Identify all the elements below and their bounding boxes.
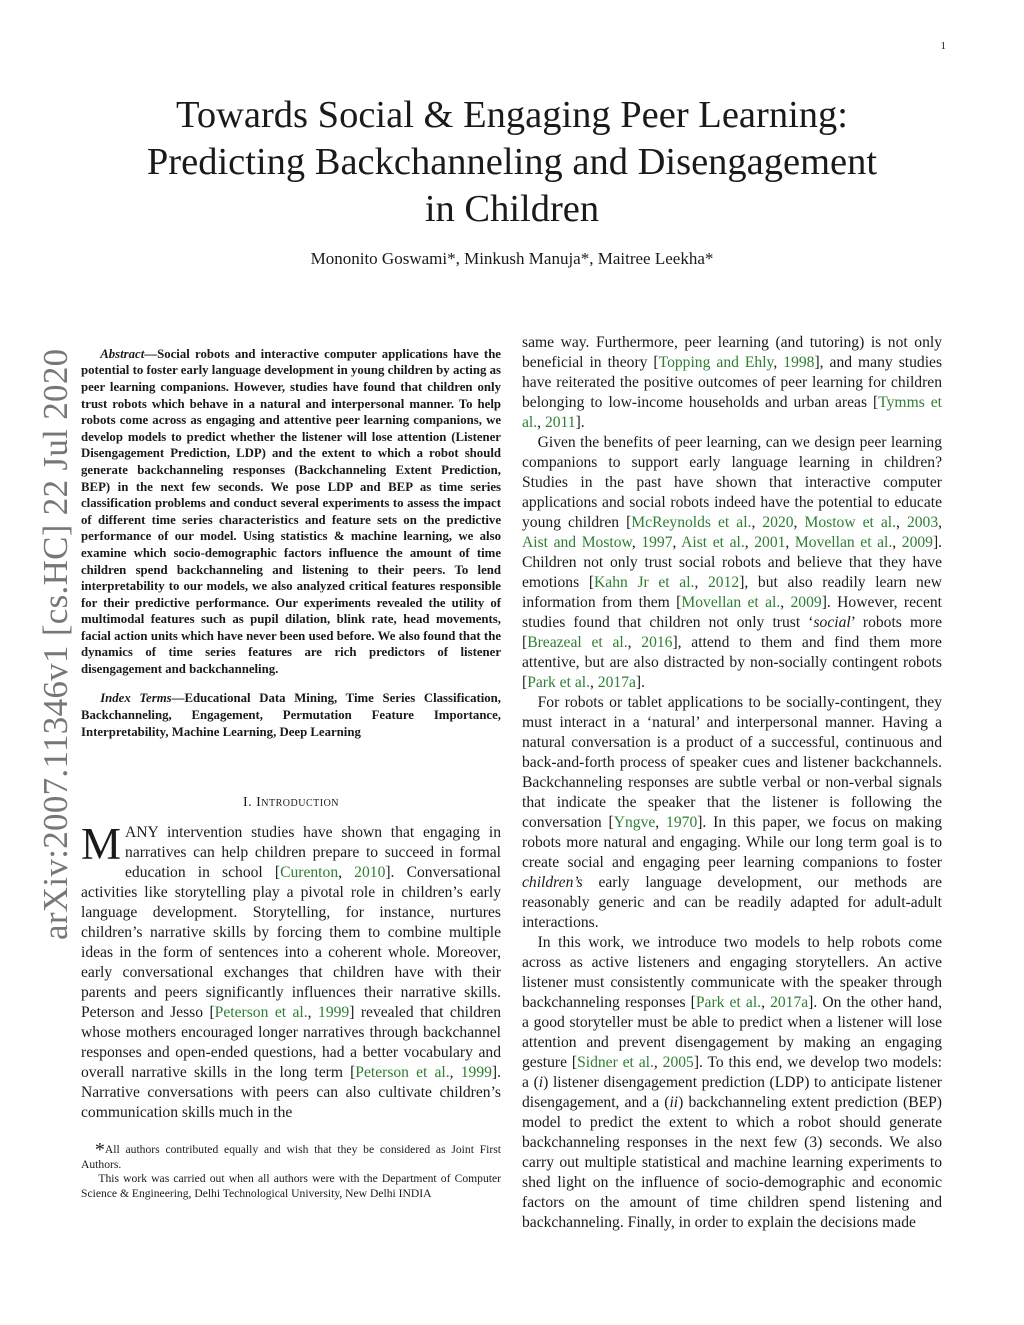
citation-link[interactable]: 2011	[544, 414, 576, 431]
footnotes	[81, 1139, 501, 1201]
citation-link[interactable]: 2001	[754, 534, 786, 551]
body-text: ], attend to them and find them more attentive, but are also distracted by non-socially contingent robots [	[522, 634, 942, 691]
body-text: ) backchanneling extent prediction (BEP) model to predict the extent to which a robot should generate backchanneling responses in the next few (3) seconds. We also carry out multiple statistical and machine learning experiments to shed light on the influence of socio-demographic and economic factors on the amount of time children spend listening and backchanneling. Finally, in order to explain the decisions made	[522, 1094, 942, 1231]
body-text: ,	[938, 514, 943, 531]
abstract-text: Social robots and interactive computer applications have the potential to foster early language development in young children by acting as peer learning companions. However, studies have found that children only trust robots which behave in a natural and interpersonal manner. To help robots come across as engaging and attentive peer learning companions, we develop models to predict whether the listener will lose attention (Listener Disengagement Prediction, LDP) and the extent to which a robot should generate backchanneling responses (Backchanneling Extent Prediction, BEP) in the next few seconds. We pose LDP and BEP as time series classification problems and conduct several experiments to assess the impact of different time series characteristics and feature sets on the predictive performance of our model. Using statistics & machine learning, we also examine which socio-demographic factors influence the amount of time children spend backchanneling and listening to their peers. To lend interpretability to our models, we also analyzed critical features responsible for their predictive performance. Our experiments revealed the utility of multimodal features such as pupil dilation, blink rate, head movements, facial action units which have never been used before. We also found that the dynamics of time series features are rich predictors of listener disengagement and backchanneling.	[81, 346, 501, 677]
body-text: ]. On the other hand, a good storyteller must be able to predict when a listener will lose attention and prevent disengagement by making an engaging gesture [	[522, 994, 943, 1071]
citation-link[interactable]: 2009	[901, 534, 933, 551]
citation-link[interactable]: Aist and Mostow	[522, 534, 632, 551]
body-text: ,	[773, 354, 784, 371]
footnote-mark: *	[94, 1139, 105, 1162]
body-text: ] revealed that children whose mothers encouraged longer narratives through backchannel responses and open-ended questions, had a better vocabulary and overall narrative skills in the long term [	[81, 1004, 502, 1082]
drop-cap: M	[81, 819, 122, 870]
body-text: ].	[575, 414, 585, 431]
paper-title-line-2: Predicting Backchanneling and Disengagement	[146, 141, 878, 183]
body-text: ,	[590, 674, 598, 691]
citation-link[interactable]: Peterson et al.	[355, 1064, 450, 1082]
body-text: ,	[338, 864, 355, 882]
citation-link[interactable]: 1997	[641, 534, 673, 551]
body-text: In this work, we introduce two models to help robots come across as active listeners and engaging storytellers. An active listener must consistently communicate with the speaker through backchanneling responses [	[522, 934, 942, 1011]
body-text: ,	[896, 514, 907, 531]
citation-link[interactable]: Sidner et al.	[577, 1054, 654, 1071]
index-terms-label: Index Terms	[100, 691, 172, 706]
section-title: Introduction	[256, 795, 340, 811]
body-text: ,	[793, 514, 805, 531]
emphasis-text: social	[813, 614, 851, 631]
emphasis-text: i	[538, 1074, 544, 1091]
body-text: For robots or tablet applications to be socially-contingent, they must interact in a ‘natural’ and interpersonal manner. Having a natural conversation is a product of a successful, continuous and back-and-forth process of speaker cues and listener backchannels. Backchanneling responses are subtle verbal or non-verbal signals that indicate the speaker that the listener is following the conversation [	[522, 694, 942, 831]
index-terms-dash: —	[171, 691, 185, 706]
emphasis-text: ii	[669, 1094, 679, 1111]
body-text: ]. To this end, we develop two models: a (	[522, 1054, 943, 1091]
intro-paragraph	[81, 819, 502, 1123]
body-text: ]. Narrative conversations with peers can also cultivate children’s communication skills much in the	[81, 1064, 501, 1122]
body-text: ,	[694, 574, 708, 591]
right-column	[522, 333, 942, 1233]
citation-link[interactable]: 1999	[460, 1064, 492, 1082]
citation-link[interactable]: Tymms et al.	[522, 394, 942, 431]
citation-link[interactable]: 1999	[318, 1004, 350, 1022]
citation-link[interactable]: Peterson et al.	[214, 1004, 308, 1022]
footnote-text-1: All authors contributed equally and wish that they be considered as Joint First Authors.	[81, 1143, 501, 1171]
body-text: ], and many studies have reiterated the positive outcomes of peer learning for children belonging to low-income households and urban areas [	[522, 354, 943, 411]
paper-title-line-1: Towards Social & Engaging Peer Learning:	[176, 94, 848, 136]
right-paragraph-4	[522, 933, 942, 1233]
body-text: ]. However, recent studies found that children not only trust ‘	[522, 594, 942, 631]
citation-link[interactable]: 2017a	[770, 994, 809, 1011]
citation-link[interactable]: Aist et al.	[681, 534, 745, 551]
body-text: ,	[537, 414, 545, 431]
abstract-dash: —	[144, 346, 158, 361]
body-text: ,	[672, 534, 682, 551]
section-number: I.	[242, 795, 253, 811]
footnote-affiliation: This work was carried out when all authors were with the Department of Computer Science & Engineering, Delhi Technological University, New Delhi INDIA	[81, 1172, 501, 1200]
body-text: ,	[744, 534, 755, 551]
citation-link[interactable]: Curenton	[280, 864, 339, 882]
citation-link[interactable]: 2017a	[597, 674, 636, 691]
citation-link[interactable]: 2010	[354, 864, 386, 882]
body-text: ]. In this paper, we focus on making robots more natural and engaging. While our long term goal is to create social and engaging peer learning companions to foster	[522, 814, 942, 871]
body-text: ,	[653, 1054, 663, 1071]
section-heading-introduction	[81, 793, 501, 813]
paper-title-line-3: in Children	[424, 188, 600, 230]
footnote-equal-contribution	[81, 1139, 501, 1172]
right-paragraph-2	[522, 433, 942, 693]
citation-link[interactable]: Park et al.	[695, 994, 762, 1011]
citation-link[interactable]: 2005	[662, 1054, 694, 1071]
citation-link[interactable]: Kahn Jr et al.	[594, 574, 695, 591]
citation-link[interactable]: Mostow et al.	[804, 514, 897, 531]
citation-link[interactable]: 2016	[641, 634, 673, 651]
abstract	[81, 346, 501, 678]
body-text: ’ robots more [	[522, 614, 943, 651]
body-text: ]. Children not only trust social robots and believe that they have emotions [	[522, 534, 943, 591]
body-text: ,	[785, 534, 795, 551]
citation-link[interactable]: McReynolds et al.	[631, 514, 752, 531]
right-paragraph-1	[522, 333, 942, 433]
index-terms	[81, 690, 501, 740]
right-paragraph-3	[522, 693, 942, 933]
body-text: ,	[449, 1064, 461, 1082]
citation-link[interactable]: Movellan et al.	[681, 594, 781, 611]
left-column	[81, 333, 501, 1201]
body-text: ].	[635, 674, 645, 691]
citation-link[interactable]: Movellan et al.	[794, 534, 893, 551]
body-text: ,	[780, 594, 791, 611]
citation-link[interactable]: Yngve	[613, 814, 656, 831]
citation-link[interactable]: 1970	[666, 814, 698, 831]
body-text: ) listener disengagement prediction (LDP) to anticipate listener disengagement, and a (	[522, 1074, 942, 1111]
author-list: Mononito Goswami*, Minkush Manuja*, Maitree Leekha*	[310, 249, 714, 268]
citation-link[interactable]: 2012	[708, 574, 740, 591]
page-number: 1	[940, 40, 946, 52]
body-text: Given the benefits of peer learning, can we design peer learning companions to support early language learning in children? Studies in the past have shown that interactive computer applications and social robots indeed have the potential to educate young children [	[522, 434, 942, 531]
citation-link[interactable]: Breazeal et al.	[527, 634, 628, 651]
body-text: ], but also readily learn new information from them [	[522, 574, 943, 611]
title-block	[100, 92, 924, 269]
body-text: ]. Conversational activities like storytelling play a pivotal role in children’s early language development. Storytelling, for instance, nurtures children’s narrative skills by forcing them to combine multiple ideas in the form of sentences into a coherent whole. Moreover, early conversational exchanges that children have with their parents and peers significantly influences their narrative skills. Peterson and Jesso [	[81, 864, 501, 1022]
body-text: ,	[307, 1004, 319, 1022]
intro-paragraph-body	[81, 819, 502, 1122]
citation-link[interactable]: 2020	[762, 514, 794, 531]
citation-link[interactable]: 2003	[906, 514, 939, 531]
body-text: ,	[627, 634, 642, 651]
body-text: ANY intervention studies have shown that engaging in narratives can help children prepare to succeed in formal education in school [	[125, 824, 501, 882]
body-text: ,	[655, 814, 667, 831]
body-text: same way. Furthermore, peer learning (and tutoring) is not only beneficial in theory [	[522, 334, 942, 371]
body-text: early language development, our methods are reasonably generic and can be readily adapted for adult-adult interactions.	[522, 874, 942, 931]
citation-link[interactable]: Topping and Ehly	[658, 354, 774, 371]
body-text: ,	[631, 534, 642, 551]
abstract-label: Abstract	[100, 346, 145, 361]
arxiv-identifier-stamp[interactable]: arXiv:2007.11346v1 [cs.HC] 22 Jul 2020	[36, 348, 75, 940]
index-terms-text: Educational Data Mining, Time Series Classification, Backchanneling, Engagement, Permutation Feature Importance, Interpretability, Machine Learning, Deep Learning	[81, 691, 501, 739]
body-text: ,	[761, 994, 771, 1011]
body-text: ,	[751, 514, 763, 531]
citation-link[interactable]: 2009	[790, 594, 822, 611]
citation-link[interactable]: Park et al.	[527, 674, 590, 691]
emphasis-text: children’s	[522, 874, 583, 891]
citation-link[interactable]: 1998	[783, 354, 815, 371]
body-text: ,	[892, 534, 902, 551]
